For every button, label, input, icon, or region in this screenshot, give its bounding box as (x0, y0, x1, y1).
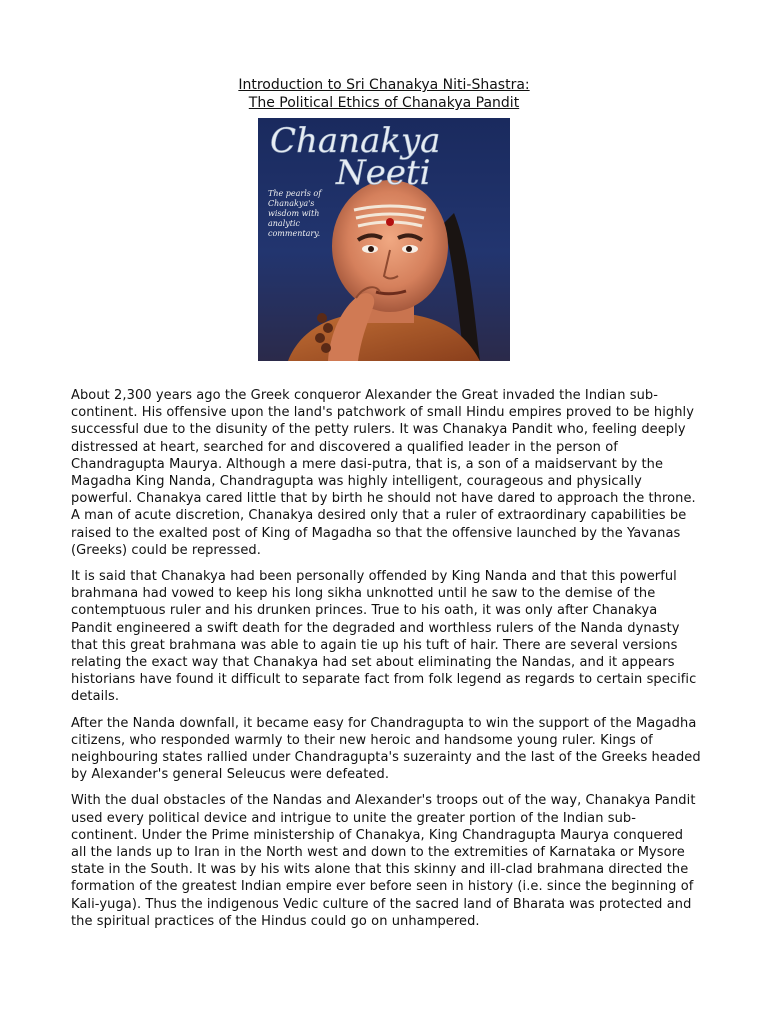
article-body (71, 387, 701, 939)
paragraph: After the Nanda downfall, it became easy for Chandragupta to win the support of the Magadha citizens, who responded warmly to their new heroic and handsome young ruler. Kings of neighbouring states rallied under Chandragupta's suzerainty and the last of the Greeks headed by Alexander's general Seleucus were defeated. (71, 715, 701, 783)
paragraph: About 2,300 years ago the Greek conqueror Alexander the Great invaded the Indian sub-continent. His offensive upon the land's patchwork of small Hindu empires proved to be highly successful due to the disunity of the petty rulers. It was Chanakya Pandit who, feeling deeply distressed at heart, searched for and discovered a qualified leader in the person of Chandragupta Maurya. Although a mere dasi-putra, that is, a son of a maidservant by the Magadha King Nanda, Chandragupta was highly intelligent, courageous and physically powerful. Chanakya cared little that by birth he should not have dared to approach the throne. A man of acute discretion, Chanakya desired only that a ruler of extraordinary capabilities be raised to the exalted post of King of Magadha so that the offensive launched by the Yavanas (Greeks) could be repressed. (71, 388, 696, 558)
cover-title-word-2: Neeti (336, 153, 431, 193)
paragraph: It is said that Chanakya had been personally offended by King Nanda and that this powerful brahmana had vowed to keep his long sikha unknotted until he saw to the demise of the contemptuous ruler and his drunken princes. True to his oath, it was only after Chanakya Pandit engineered a swift death for the degraded and worthless rulers of the Nanda dynasty that this great brahmana was able to again tie up his tuft of hair. There are several versions relating the exact way that Chanakya had set about eliminating the Nandas, and it appears historians have found it difficult to separate fact from folk legend as regards to certain specific details. (71, 569, 697, 705)
cover-tagline-line: analytic (268, 219, 301, 228)
cover-title-word-1: Chanakya (270, 121, 441, 161)
title-line-2: The Political Ethics of Chanakya Pandit (248, 95, 520, 111)
document-title (0, 76, 768, 112)
cover-tagline-line: The pearls of (268, 189, 322, 198)
title-line-1: Introduction to Sri Chanakya Niti-Shastra: (238, 77, 530, 93)
book-cover-image (258, 118, 510, 361)
cover-tagline-line: Chanakya's (268, 199, 315, 208)
paragraph: With the dual obstacles of the Nandas and Alexander's troops out of the way, Chanakya Pandit used every political device and intrigue to unite the greater portion of the Indian sub-continent. Under the Prime ministership of Chanakya, King Chandragupta Maurya conquered all the lands up to Iran in the North west and down to the extremities of Karnataka or Mysore state in the South. It was by his wits alone that this skinny and ill-clad brahmana directed the formation of the greatest Indian empire ever before seen in history (i.e. since the beginning of Kali-yuga). Thus the indigenous Vedic culture of the sacred land of Bharata was protected and the spiritual practices of the Hindus could go on unhampered. (71, 793, 696, 929)
cover-tagline-line: wisdom with (268, 209, 320, 218)
cover-tagline-line: commentary. (268, 229, 321, 238)
